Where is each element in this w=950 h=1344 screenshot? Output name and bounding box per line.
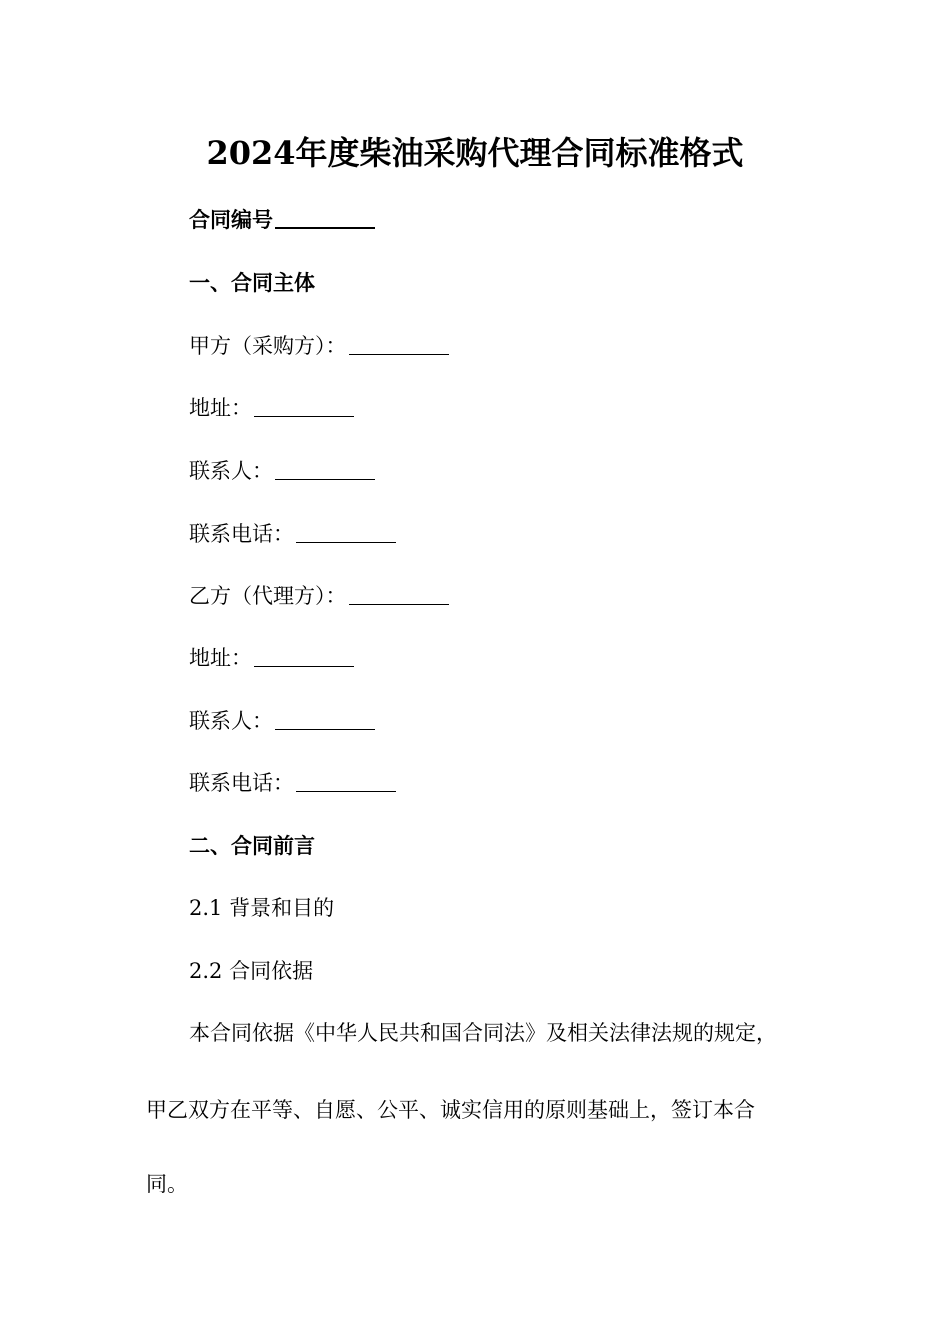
party-b-line (189, 581, 449, 611)
party-b-address-blank[interactable] (254, 646, 354, 667)
document-title: 2024年度柴油采购代理合同标准格式 (206, 134, 744, 172)
party-a-phone-blank[interactable] (296, 522, 396, 543)
party-a-label: 甲方（采购方）： (189, 334, 347, 358)
party-a-address-blank[interactable] (254, 396, 354, 417)
party-a-address-label: 地址： (189, 396, 252, 420)
party-b-blank[interactable] (349, 584, 449, 605)
party-a-phone-line (189, 519, 396, 549)
party-b-phone-label: 联系电话： (189, 771, 294, 795)
section1-heading: 一、合同主体 (189, 271, 315, 295)
basis-paragraph-line1: 本合同依据《中华人民共和国合同法》及相关法律法规的规定， (189, 1021, 777, 1045)
basis-paragraph-line3: 同。 (146, 1172, 188, 1196)
party-b-phone-blank[interactable] (296, 771, 396, 792)
party-b-phone-line (189, 768, 396, 798)
party-b-label: 乙方（代理方）： (189, 584, 347, 608)
section2-heading: 二、合同前言 (189, 834, 315, 858)
contract-number-line (189, 205, 375, 235)
party-a-contact-label: 联系人： (189, 459, 273, 483)
party-b-address-line (189, 643, 354, 673)
section2-item-background: 2.1 背景和目的 (189, 896, 335, 920)
party-b-address-label: 地址： (189, 646, 252, 670)
section2-item-basis: 2.2 合同依据 (189, 959, 314, 983)
contract-number-label: 合同编号 (189, 208, 273, 232)
party-b-contact-label: 联系人： (189, 709, 273, 733)
party-a-line (189, 331, 449, 361)
contract-number-blank[interactable] (275, 207, 375, 229)
party-a-phone-label: 联系电话： (189, 522, 294, 546)
party-a-address-line (189, 393, 354, 423)
party-a-contact-line (189, 456, 375, 486)
party-a-contact-blank[interactable] (275, 459, 375, 480)
basis-paragraph-line2: 甲乙双方在平等、自愿、公平、诚实信用的原则基础上，签订本合 (146, 1098, 755, 1122)
party-b-contact-line (189, 706, 375, 736)
party-a-blank[interactable] (349, 334, 449, 355)
party-b-contact-blank[interactable] (275, 709, 375, 730)
